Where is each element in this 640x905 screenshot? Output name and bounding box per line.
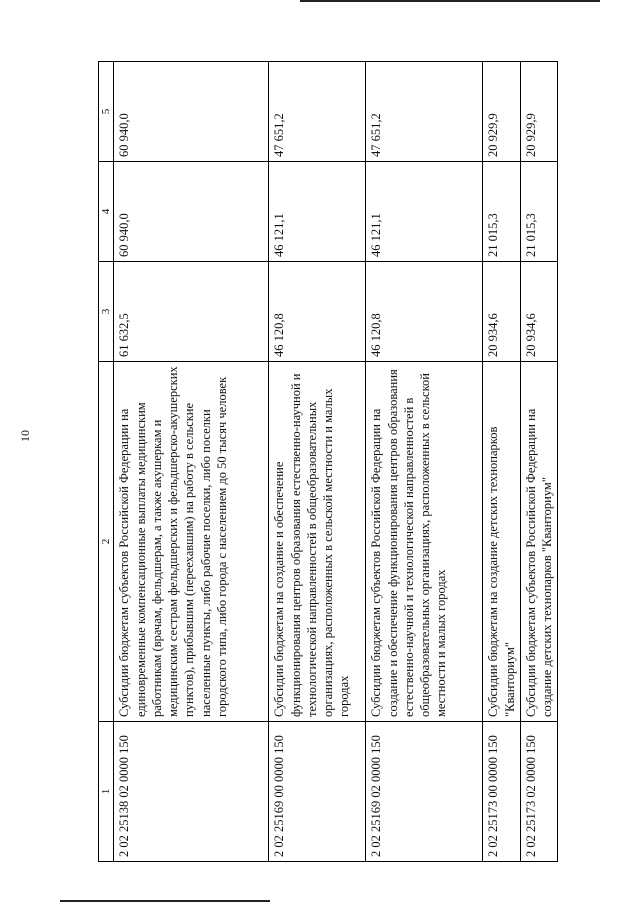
header-cell: 2 [99, 362, 114, 722]
budget-table [98, 61, 558, 862]
table-row [114, 62, 269, 862]
rotated-table-container [98, 62, 608, 862]
header-cell: 1 [99, 722, 114, 862]
header-cell: 4 [99, 162, 114, 262]
code-cell: 2 02 25169 00 0000 150 [269, 722, 366, 862]
value-cell-col5: 47 651,2 [269, 62, 366, 162]
value-cell-col4: 46 121,1 [269, 162, 366, 262]
description-cell: Субсидии бюджетам субъектов Российской Федерации на создание детских технопарков "Кванториум" [520, 362, 558, 722]
value-cell-col3: 20 934,6 [483, 262, 521, 362]
value-cell-col5: 47 651,2 [366, 62, 483, 162]
table-row [269, 62, 366, 862]
header-cell: 5 [99, 62, 114, 162]
value-cell-col4: 46 121,1 [366, 162, 483, 262]
value-cell-col3: 46 120,8 [366, 262, 483, 362]
code-cell: 2 02 25173 02 0000 150 [520, 722, 558, 862]
value-cell-col5: 20 929,9 [520, 62, 558, 162]
scan-artifact-bottom [60, 900, 270, 902]
scan-artifact-top [300, 0, 600, 2]
table-row [483, 62, 521, 862]
table-row [366, 62, 483, 862]
value-cell-col4: 21 015,3 [520, 162, 558, 262]
code-cell: 2 02 25169 02 0000 150 [366, 722, 483, 862]
description-cell: Субсидии бюджетам субъектов Российской Федерации на создание и обеспечение функционирования центров образования естественно-научной и технологической направленностей в общеобразовательных организациях, расположенных в сельской местности и малых городах [366, 362, 483, 722]
page-number: 10 [18, 430, 32, 442]
value-cell-col4: 21 015,3 [483, 162, 521, 262]
header-cell: 3 [99, 262, 114, 362]
value-cell-col3: 61 632,5 [114, 262, 269, 362]
value-cell-col3: 20 934,6 [520, 262, 558, 362]
value-cell-col5: 20 929,9 [483, 62, 521, 162]
code-cell: 2 02 25173 00 0000 150 [483, 722, 521, 862]
table-row [520, 62, 558, 862]
header-row [99, 62, 114, 862]
description-cell: Субсидии бюджетам субъектов Российской Федерации на единовременные компенсационные выплаты медицинским работникам (врачам, фельдшерам, а также акушеркам и медицинским сестрам фельдшерских и фельдшерско-акушерских пунктов), прибывшим (переехавшим) на работу в сельские населенные пункты, либо рабочие поселки, либо поселки городского типа, либо города с населением до 50 тысяч человек [114, 362, 269, 722]
value-cell-col5: 60 940,0 [114, 62, 269, 162]
code-cell: 2 02 25138 02 0000 150 [114, 722, 269, 862]
value-cell-col3: 46 120,8 [269, 262, 366, 362]
description-cell: Субсидии бюджетам на создание и обеспечение функционирования центров образования естественно-научной и технологической направленностей в общеобразовательных организациях, расположенных в сельской местности и малых городах [269, 362, 366, 722]
description-cell: Субсидии бюджетам на создание детских технопарков "Кванториум" [483, 362, 521, 722]
value-cell-col4: 60 940,0 [114, 162, 269, 262]
